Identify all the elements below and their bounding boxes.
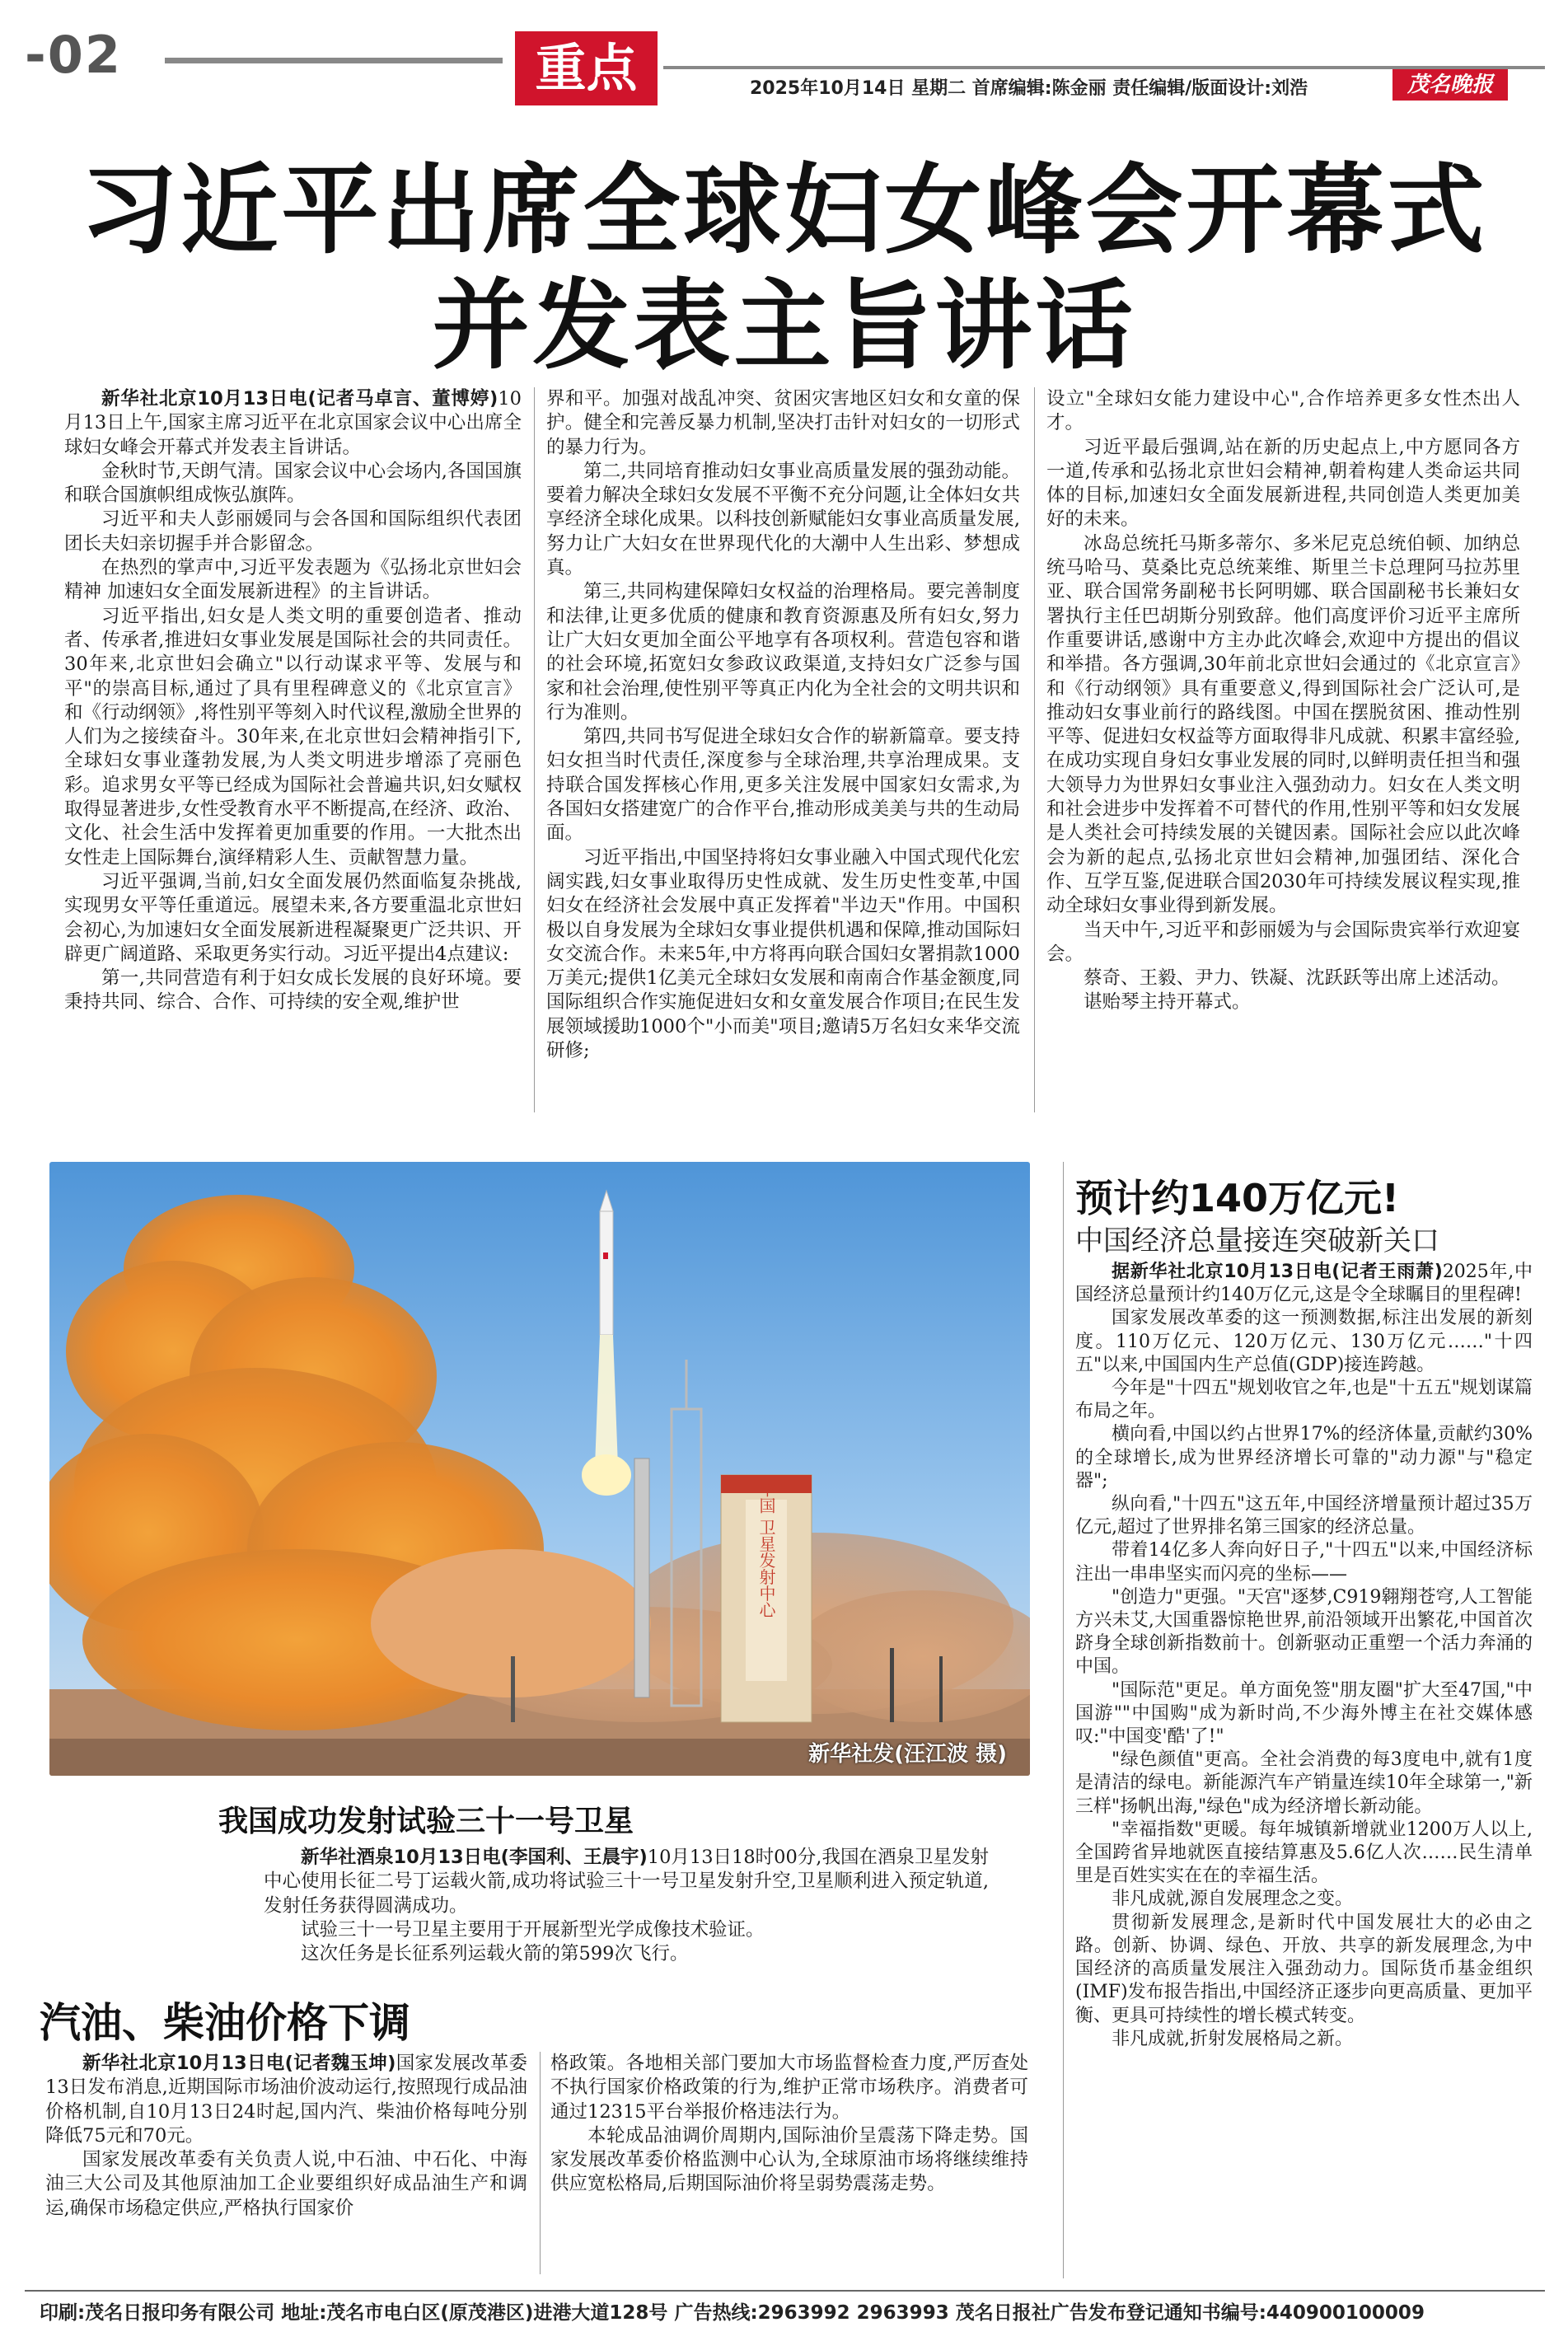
paragraph: "国际范"更足。单方面免签"朋友圈"扩大至47国,"中国游""中国购"成为新时尚,不少海外博主在社交媒体感叹:"中国变'酷'了!"	[1075, 1679, 1533, 1748]
section-label: 重点	[515, 31, 658, 105]
main-article-lead	[64, 387, 522, 460]
paragraph: 带着14亿多人奔向好日子,"十四五"以来,中国经济标注出一串串坚实而闪亮的坐标——	[1075, 1540, 1533, 1585]
page-number: -02	[25, 25, 123, 85]
paragraph: 在热烈的掌声中,习近平发表题为《弘扬北京世妇会精神 加速妇女全面发展新进程》的主旨讲话。	[64, 557, 522, 603]
paragraph: "幸福指数"更暖。每年城镇新增就业1200万人以上,全国跨省异地就医直接结算惠及5.6亿人次……民生清单里是百姓实实在在的幸福生活。	[1075, 1819, 1533, 1887]
paragraph: 第二,共同培育推动妇女事业高质量发展的强劲动能。要着力解决全球妇女发展不平衡不充分问题,让全体妇女共享经济全球化成果。以科技创新赋能妇女事业高质量发展,努力让广大妇女在世界现代化的大潮中人生出彩、梦想成真。	[546, 460, 1020, 579]
paragraph: 国家发展改革委的这一预测数据,标注出发展的新刻度。110万亿元、120万亿元、130万亿元……"十四五"以来,中国国内生产总值(GDP)接连跨越。	[1075, 1308, 1533, 1375]
paragraph-text: 2025年,中国经济总量预计约140万亿元,这是令全球瞩目的里程碑!	[1075, 1262, 1533, 1306]
paragraph: "创造力"更强。"天宫"逐梦,C919翱翔苍穹,人工智能方兴未艾,大国重器惊艳世界,前沿领域开出繁花,中国首次跻身全球创新指数前十。创新驱动正重塑一个活力奔涌的中国。	[1075, 1586, 1533, 1678]
rocket-launch-illustration	[49, 1162, 1030, 1776]
paragraph: 第三,共同构建保障妇女权益的治理格局。要完善制度和法律,让更多优质的健康和教育资源惠及所有妇女,努力让广大妇女更加全面公平地享有各项权利。营造包容和谐的社会环境,拓宽妇女参政议政渠道,支持妇女广泛参与国家和社会治理,使性别平等真正内化为全社会的文明共识和行为准则。	[546, 581, 1020, 723]
paragraph: 习近平指出,妇女是人类文明的重要创造者、推动者、传承者,推进妇女事业发展是国际社会的共同责任。30年来,北京世妇会确立"以行动谋求平等、发展与和平"的崇高目标,通过了具有里程碑意义的《北京宣言》和《行动纲领》,将性别平等刻入时代议程,激励全世界的人们为之接续奋斗。30年来,在北京世妇会精神指引下,全球妇女事业蓬勃发展,为人类文明进步增添了亮丽色彩。追求男女平等已经成为国际社会普遍共识,妇女赋权取得显著进步,女性受教育水平不断提高,在经济、政治、文化、社会生活中发挥着更加重要的作用。一大批杰出女性走上国际舞台,演绎精彩人生、贡献智慧力量。	[64, 605, 522, 869]
paragraph: 谌贻琴主持开幕式。	[1084, 991, 1251, 1014]
header-rule-left	[165, 58, 503, 63]
paragraph: 横向看,中国以约占世界17%的经济体量,贡献约30%的全球增长,成为世界经济增长可靠的"动力源"与"稳定器";	[1075, 1424, 1533, 1491]
paragraph-text: 10月13日18时00分,我国在酒泉卫星发射中心使用长征二号丁运载火箭,成功将试验三十一号卫星发射升空,卫星顺利进入预定轨道,发射任务获得圆满成功。	[264, 1847, 989, 1917]
tower-text: 中国 卫星发射中心	[756, 1480, 776, 1618]
oil-article-col-1	[45, 2052, 527, 2221]
satellite-article-body	[264, 1846, 989, 1966]
column-separator	[534, 387, 535, 1112]
column-separator	[1034, 387, 1035, 1112]
paragraph: 习近平最后强调,站在新的历史起点上,中方愿同各方一道,传承和弘扬北京世妇会精神,朝着构建人类命运共同体的目标,加速妇女全面发展新进程,共同创造人类更加美好的未来。	[1046, 436, 1520, 531]
economy-article-body	[1075, 1261, 1533, 2051]
economy-article-title: 预计约140万亿元!	[1075, 1176, 1399, 1220]
paragraph: 习近平强调,当前,妇女全面发展仍然面临复杂挑战,实现男女平等任重道远。展望未来,各方要重温北京世妇会初心,为加速妇女全面发展新进程凝聚更广泛共识、开辟更广阔道路、采取更务实行动。习近平提出4点建议:	[64, 870, 522, 965]
paragraph: 非凡成就,源自发展理念之变。	[1112, 1889, 1353, 1910]
paragraph: 非凡成就,折射发展格局之新。	[1112, 2028, 1353, 2049]
paragraph: 纵向看,"十四五"这五年,中国经济增量预计超过35万亿元,超过了世界排名第三国家的经济总量。	[1075, 1494, 1533, 1538]
paragraph-text: 国家发展改革委13日发布消息,近期国际市场油价波动运行,按照现行成品油价格机制,自10月13日24时起,国内汽、柴油价格每吨分别降低75元和70元。	[45, 2053, 527, 2147]
main-dateline: 新华社北京10月13日电(记者马卓言、董博婷)	[101, 388, 498, 410]
paragraph: 10月13日上午,国家主席习近平在北京国家会议中心出席全球妇女峰会开幕式并发表主旨讲话。	[64, 388, 522, 458]
oil-dateline: 新华社北京10月13日电(记者魏玉坤)	[82, 2053, 396, 2074]
headline-line-2: 并发表主旨讲话	[432, 269, 1136, 382]
oil-article-col-2	[550, 2052, 1028, 2197]
paragraph: 蔡奇、王毅、尹力、铁凝、沈跃跃等出席上述活动。	[1084, 967, 1510, 990]
satellite-article-title: 我国成功发射试验三十一号卫星	[218, 1805, 634, 1838]
paragraph: 习近平和夫人彭丽媛同与会各国和国际组织代表团团长夫妇亲切握手并合影留念。	[64, 508, 522, 555]
photo-credit: 新华社发(汪江波 摄)	[808, 1742, 1007, 1767]
paragraph: "绿色颜值"更高。全社会消费的每3度电中,就有1度是清洁的绿电。新能源汽车产销量连续10年全球第一,"新三样"扬帆出海,"绿色"成为经济增长新动能。	[1075, 1749, 1533, 1817]
paragraph: 金秋时节,天朗气清。国家会议中心会场内,各国国旗和联合国旗帜组成恢弘旗阵。	[64, 460, 522, 507]
rocket-launch-photo	[49, 1162, 1030, 1776]
paragraph: 国家发展改革委有关负责人说,中石油、中石化、中海油三大公司及其他原油加工企业要组织好成品油生产和调运,确保市场稳定供应,严格执行国家价	[45, 2149, 527, 2219]
paragraph: 习近平指出,中国坚持将妇女事业融入中国式现代化宏阔实践,妇女事业取得历史性成就、发生历史性变革,中国妇女在经济社会发展中真正发挥着"半边天"作用。中国积极以自身发展为全球妇女事业提供机遇和保障,推动国际妇女交流合作。未来5年,中方将再向联合国妇女署捐款1000万美元;提供1亿美元全球妇女发展和南南合作基金额度,同国际组织合作实施促进妇女和女童发展合作项目;在民生发展领域援助1000个"小而美"项目;邀请5万名妇女来华交流研修;	[546, 846, 1020, 1062]
main-headline	[33, 152, 1535, 383]
paragraph	[264, 1846, 989, 1918]
main-article-col-3	[1046, 387, 1520, 1015]
paragraph	[45, 2052, 527, 2148]
paragraph	[1075, 1261, 1533, 1307]
main-article-col-2	[546, 387, 1020, 1063]
paragraph: 设立"全球妇女能力建设中心",合作培养更多女性杰出人才。	[1046, 388, 1520, 434]
column-separator	[540, 2052, 541, 2274]
economy-dateline: 据新华社北京10月13日电(记者王雨萧)	[1112, 1262, 1443, 1282]
paragraph: 第四,共同书写促进全球妇女合作的崭新篇章。要支持妇女担当时代责任,深度参与全球治理,共享治理成果。支持联合国发挥核心作用,更多关注发展中国家妇女需求,为各国妇女搭建宽广的合作平台,推动形成美美与共的生动局面。	[546, 726, 1020, 845]
oil-article-title: 汽油、柴油价格下调	[40, 1999, 410, 2047]
paragraph: 本轮成品油调价周期内,国际油价呈震荡下降走势。国家发展改革委价格监测中心认为,全球原油市场将继续维持供应宽松格局,后期国际油价将呈弱势震荡走势。	[550, 2124, 1028, 2195]
paragraph: 第一,共同营造有利于妇女成长发展的良好环境。要秉持共同、综合、合作、可持续的安全观,维护世	[64, 967, 522, 1014]
headline-line-1: 习近平出席全球妇女峰会开幕式	[80, 153, 1488, 267]
paragraph: 这次任务是长征系列运载火箭的第599次飞行。	[301, 1943, 689, 1965]
economy-article-subtitle: 中国经济总量接连突破新关口	[1075, 1224, 1439, 1257]
paragraph: 冰岛总统托马斯多蒂尔、多米尼克总统伯顿、加纳总统马哈马、莫桑比克总统莱维、斯里兰卡总理阿马拉苏里亚、联合国常务副秘书长阿明娜、联合国副秘书长兼妇女署执行主任巴胡斯分别致辞。他们高度评价习近平主席所作重要讲话,感谢中方主办此次峰会,欢迎中方提出的倡议和举措。各方强调,30年前北京世妇会通过的《北京宣言》和《行动纲领》具有重要意义,得到国际社会广泛认可,是推动妇女事业前行的路线图。中国在摆脱贫困、推动性别平等、促进妇女权益等方面取得非凡成就、积累丰富经验,在成功实现自身妇女事业发展的同时,以鲜明责任担当和强大领导力为世界妇女事业注入强劲动力。妇女在人类文明和社会进步中发挥着不可替代的作用,性别平等和妇女发展是人类社会可持续发展的关键因素。国际社会应以此次峰会为新的起点,弘扬北京世妇会精神,加强团结、深化合作、互学互鉴,促进联合国2030年可持续发展议程实现,推动全球妇女事业得到新发展。	[1046, 532, 1520, 917]
column-separator	[1063, 1162, 1064, 2278]
date-line: 2025年10月14日 星期二 首席编辑:陈金丽 责任编辑/版面设计:刘浩	[750, 78, 1308, 99]
satellite-dateline: 新华社酒泉10月13日电(李国利、王晨宇)	[301, 1847, 648, 1868]
masthead-logo: 茂名晚报	[1392, 69, 1508, 101]
paragraph: 贯彻新发展理念,是新时代中国发展壮大的必由之路。创新、协调、绿色、开放、共享的新发展理念,为中国经济的高质量发展注入强劲动力。国际货币基金组织(IMF)发布报告指出,中国经济正逐步向更高质量、更加平衡、更具可持续性的增长模式转变。	[1075, 1912, 1533, 2026]
footer-imprint: 印刷:茂名日报印务有限公司 地址:茂名市电白区(原茂港区)进港大道128号 广告热线:2963992 2963993 茂名日报社广告发布登记通知书编号:440900100009	[40, 2302, 1425, 2324]
paragraph: 当天中午,习近平和彭丽媛为与会国际贵宾举行欢迎宴会。	[1046, 919, 1520, 965]
main-article-col-1	[64, 387, 522, 1015]
paragraph: 界和平。加强对战乱冲突、贫困灾害地区妇女和女童的保护。健全和完善反暴力机制,坚决打击针对妇女的一切形式的暴力行为。	[546, 388, 1020, 458]
paragraph: 今年是"十四五"规划收官之年,也是"十五五"规划谋篇布局之年。	[1075, 1378, 1533, 1422]
paragraph: 格政策。各地相关部门要加大市场监督检查力度,严厉查处不执行国家价格政策的行为,维护正常市场秩序。消费者可通过12315平台举报价格违法行为。	[550, 2053, 1028, 2123]
paragraph: 试验三十一号卫星主要用于开展新型光学成像技术验证。	[301, 1918, 765, 1941]
footer-rule	[25, 2290, 1545, 2292]
